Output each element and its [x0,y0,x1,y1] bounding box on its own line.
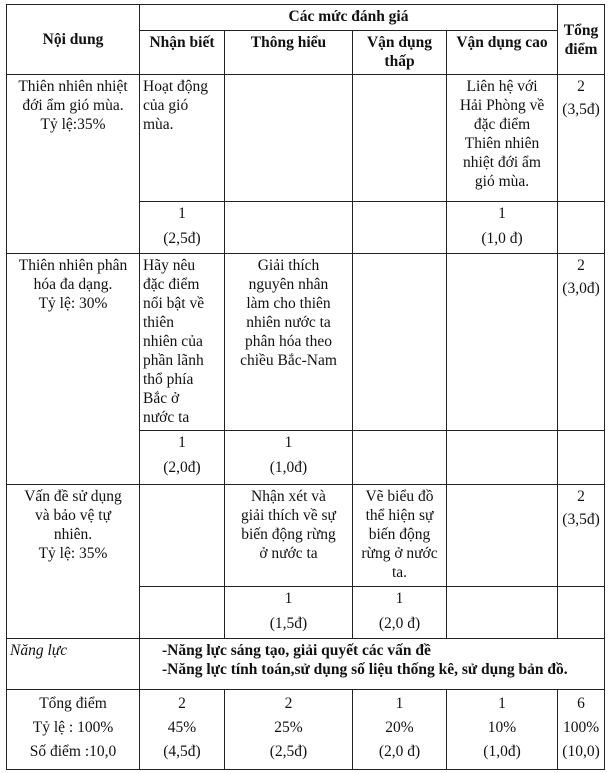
header-van-dung-thap: Vận dụng thấp [353,31,447,75]
tong-percent: 20% [385,718,414,736]
header-tong-diem: Tổng điểm [558,5,605,75]
tong-nhan-biet [140,689,225,769]
score-count: 1 [178,204,186,222]
tong-diem-empty-cell [558,587,605,639]
tong-percent: 25% [274,718,303,736]
score-thong-hieu [225,201,353,253]
header-van-dung-cao: Vận dụng cao [447,31,558,75]
tong-so-cau: 2 [577,487,585,505]
header-noi-dung: Nội dung [7,5,140,75]
tong-diem-value: (3,0đ) [562,279,600,297]
score-count: 1 [284,590,293,608]
tong-so-cau: 2 [577,78,585,96]
nhan-biet-cell: Hãy nêu đặc điểm nổi bật về thiên nhiên của phần lãnh thổ phía Bắc ở nước ta [140,253,225,430]
tong-count: 1 [498,694,506,712]
score-count: 1 [284,433,293,451]
tong-percent: 45% [167,718,197,736]
van-dung-cao-cell: Liên hệ với Hải Phòng về đặc điểm Thiên nhiên nhiệt đới ẩm gió mùa. [447,75,558,201]
tong-percent: 10% [487,718,517,736]
assessment-matrix-document [6,4,604,770]
noi-dung-text: Vấn đề sử dụng và bảo vệ tự nhiên. [24,487,122,543]
van-dung-cao-cell [447,484,558,586]
tong-diem-cell [558,253,605,430]
score-nhan-biet [140,201,225,253]
nhan-biet-cell: Hoạt động của gió mùa. [140,75,225,201]
header-nhan-biet: Nhận biết [140,31,225,75]
content-row [7,253,605,430]
noi-dung-cell [7,75,140,254]
score-nhan-biet [140,587,225,639]
tong-points: (4,5đ) [163,742,201,760]
tong-points: (2,0 đ) [378,742,421,760]
tong-count: 2 [284,694,293,712]
ty-le-text: Tỷ lệ: 30% [38,294,108,312]
tong-diem-empty-cell [558,201,605,253]
score-van-dung-cao [447,587,558,639]
noi-dung-text: Thiên nhiên phân hóa đa dạng. [18,256,128,293]
score-points: (1,5đ) [269,615,308,633]
van-dung-cao-cell [447,253,558,430]
nang-luc-row [7,639,605,689]
tong-points: (2,5đ) [269,742,308,760]
nang-luc-line-1: -Năng lực sáng tạo, giải quyết các vấn đề [162,642,431,660]
header-row-1 [7,5,605,31]
nang-luc-content [140,639,605,689]
noi-dung-text: Thiên nhiên nhiệt đới ẩm gió mùa. [18,78,128,115]
van-dung-thap-cell [353,253,447,430]
score-thong-hieu [225,587,353,639]
tong-diem-label: Tổng điểm [39,694,107,712]
content-row [7,484,605,586]
score-count: 1 [498,204,506,222]
thong-hieu-cell: Nhận xét và giải thích về sự biến động rừng ở nước ta [225,484,353,586]
tong-points: (1,0đ) [483,742,521,760]
tong-count: 6 [577,694,585,712]
tong-tong-diem [558,689,605,769]
tong-van-dung-cao [447,689,558,769]
noi-dung-cell [7,253,140,484]
tong-count: 2 [178,694,186,712]
tong-diem-cell [558,75,605,201]
tong-van-dung-thap [353,689,447,769]
header-thong-hieu: Thông hiểu [225,31,353,75]
score-van-dung-thap [353,201,447,253]
tong-thong-hieu [225,689,353,769]
nhan-biet-cell [140,484,225,586]
score-count: 1 [178,433,186,451]
tong-row [7,689,605,769]
thong-hieu-cell [225,75,353,201]
tong-diem-empty-cell [558,430,605,484]
nang-luc-line-2: -Năng lực tính toán,sử dụng số liệu thống kê, sử dụng bản đồ. [162,661,568,679]
score-points: (1,0 đ) [481,229,523,247]
score-points: (2,0 đ) [378,615,421,633]
score-van-dung-cao [447,201,558,253]
score-van-dung-cao [447,430,558,484]
van-dung-thap-cell: Vẽ biểu đồ thể hiện sự biến động rừng ở nước ta. [353,484,447,586]
score-nhan-biet [140,430,225,484]
noi-dung-cell [7,484,140,639]
score-van-dung-thap [353,587,447,639]
score-points: (2,5đ) [163,229,201,247]
ty-le-text: Tỷ lệ: 35% [38,544,108,562]
van-dung-thap-cell [353,75,447,201]
score-van-dung-thap [353,430,447,484]
tong-points: (10,0) [562,742,600,760]
tong-diem-value: (3,5đ) [562,510,600,528]
score-points: (1,0đ) [269,458,308,476]
ty-le-text: Tỷ lệ:35% [40,116,106,134]
score-points: (2,0đ) [163,458,201,476]
tong-labels-cell [7,689,140,769]
assessment-matrix-table [6,4,605,770]
tong-diem-value: (3,5đ) [562,101,600,119]
tong-so-cau: 2 [577,256,585,274]
nang-luc-label: Năng lực [7,639,140,689]
tong-count: 1 [395,694,404,712]
score-count: 1 [395,590,404,608]
tong-diem-cell [558,484,605,586]
header-cac-muc-danh-gia: Các mức đánh giá [140,5,558,31]
thong-hieu-cell: Giải thích nguyên nhân làm cho thiên nhiên nước ta phân hóa theo chiều Bắc-Nam [225,253,353,430]
so-diem-label: Số điểm :10,0 [29,742,117,760]
score-thong-hieu [225,430,353,484]
ty-le-label: Tỷ lệ : 100% [32,718,114,736]
tong-percent: 100% [562,718,600,736]
content-row [7,75,605,201]
